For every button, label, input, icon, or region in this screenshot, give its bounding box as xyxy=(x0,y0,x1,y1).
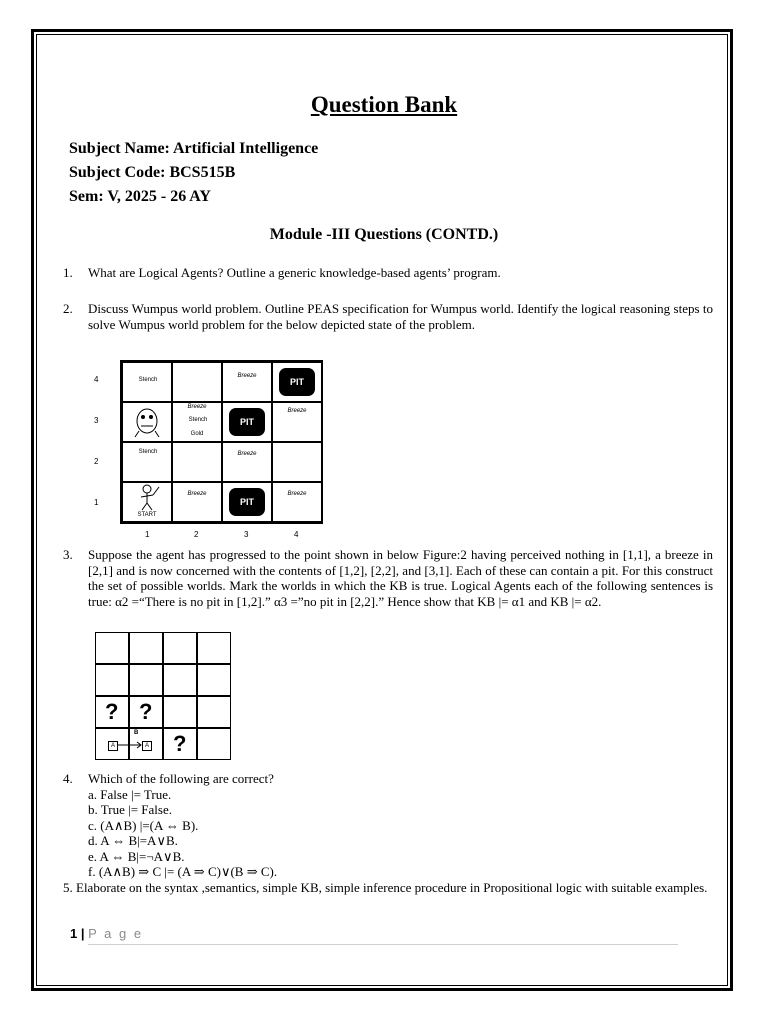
cell-2-4 xyxy=(172,362,222,402)
page-number: 1 xyxy=(70,926,78,941)
col-label: 1 xyxy=(145,530,150,539)
start-label: START xyxy=(137,512,157,518)
fig2-cell xyxy=(197,664,231,696)
footer-separator: | xyxy=(80,926,85,941)
move-arrow-icon xyxy=(95,728,163,760)
q4-option: f. (A∧B) ⇒ C |= (A ⇒ C)∨(B ⇒ C). xyxy=(88,864,278,879)
cell-1-3 xyxy=(122,402,172,442)
question-number: 1. xyxy=(63,265,73,280)
fig2-cell xyxy=(95,696,129,728)
fig2-cell xyxy=(163,664,197,696)
page-title: Question Bank xyxy=(310,92,458,117)
question-2 xyxy=(63,301,713,332)
cell-3-1 xyxy=(222,482,272,522)
q4-option: e. A ⇔ B|=¬A∨B. xyxy=(88,849,185,864)
q4-option: c. (A∧B) |=(A ⇔ B). xyxy=(88,818,199,833)
fig2-cell xyxy=(95,664,129,696)
subject-code: Subject Code: BCS515B xyxy=(69,164,236,181)
breeze-label: Breeze xyxy=(237,451,257,457)
stench-label: Stench xyxy=(188,417,208,423)
question-number: 2. xyxy=(63,301,73,316)
cell-4-3 xyxy=(272,402,322,442)
fig2-cell xyxy=(129,696,163,728)
col-label: 2 xyxy=(194,530,199,539)
row-label: 3 xyxy=(94,416,99,425)
fig2-cell xyxy=(163,728,197,760)
cell-2-2 xyxy=(172,442,222,482)
footer-rule xyxy=(88,944,678,945)
q4-option: b. True |= False. xyxy=(88,802,172,817)
question-number: 4. xyxy=(63,771,73,786)
fig2-cell xyxy=(197,696,231,728)
agent-box: A xyxy=(142,741,152,751)
q4-option: a. False |= True. xyxy=(88,787,172,802)
question-text: Discuss Wumpus world problem. Outline PEAS specification for Wumpus world. Identify the logical reasoning steps to solve Wumpus world problem for the below depicted state of the problem. xyxy=(88,301,713,332)
stench-label: Stench xyxy=(138,449,158,455)
breeze-label: Breeze xyxy=(237,373,257,379)
question-mark: ? xyxy=(173,731,187,756)
question-mark: ? xyxy=(105,699,119,724)
question-mark: ? xyxy=(139,699,153,724)
cell-1-2 xyxy=(122,442,172,482)
question-3 xyxy=(63,547,713,609)
cell-3-3 xyxy=(222,402,272,442)
fig2-cell xyxy=(197,632,231,664)
stench-label: Stench xyxy=(138,377,158,383)
cell-3-4 xyxy=(222,362,272,402)
fig2-cell xyxy=(197,728,231,760)
module-heading: Module -III Questions (CONTD.) xyxy=(269,226,499,243)
breeze-label: Breeze xyxy=(187,404,207,410)
figure-2-grid xyxy=(95,632,231,760)
semester: Sem: V, 2025 - 26 AY xyxy=(69,188,211,205)
fig2-cell xyxy=(163,696,197,728)
agent-icon xyxy=(123,483,171,513)
cell-2-3 xyxy=(172,402,222,442)
pit-icon: PIT xyxy=(229,408,265,436)
cell-1-4 xyxy=(122,362,172,402)
subject-name: Subject Name: Artificial Intelligence xyxy=(69,140,319,157)
breeze-label: Breeze xyxy=(187,491,207,497)
col-label: 4 xyxy=(294,530,299,539)
fig2-cell xyxy=(95,632,129,664)
page-footer xyxy=(70,926,143,941)
question-number: 3. xyxy=(63,547,73,562)
breeze-label: Breeze xyxy=(287,491,307,497)
question-4 xyxy=(63,771,713,787)
question-text: What are Logical Agents? Outline a generic knowledge-based agents’ program. xyxy=(88,265,501,280)
question-text: Suppose the agent has progressed to the point shown in below Figure:2 having perceived nothing in [1,1], a breeze in [2,1] and is now concerned with the contents of [1,2], [2,2], and [3,1]. Each of these can contain a pit. For this construct the set of possible worlds. Mark the worlds in which the KB is true. Logical Agents each of the following sentences is true: α2 =“There is no pit in [1,2].” α3 =”no pit in [2,2].” Hence show that KB |= α1 and KB |= α2. xyxy=(88,547,713,609)
fig2-cell xyxy=(129,664,163,696)
gold-label: Gold xyxy=(190,431,204,437)
page-word: P a g e xyxy=(88,926,144,941)
question-5: 5. Elaborate on the syntax ,semantics, simple KB, simple inference procedure in Propositional logic with suitable examples. xyxy=(63,880,708,895)
row-label: 2 xyxy=(94,457,99,466)
row-label: 4 xyxy=(94,375,99,384)
wumpus-grid xyxy=(120,360,323,524)
col-label: 3 xyxy=(244,530,249,539)
question-1 xyxy=(63,265,713,281)
pit-icon: PIT xyxy=(279,368,315,396)
breeze-marker: B xyxy=(134,730,139,736)
wumpus-icon xyxy=(123,403,171,441)
question-text: Which of the following are correct? xyxy=(88,771,274,786)
row-label: 1 xyxy=(94,498,99,507)
fig2-cell xyxy=(163,632,197,664)
cell-1-1 xyxy=(122,482,172,522)
fig2-cell xyxy=(129,632,163,664)
cell-4-1 xyxy=(272,482,322,522)
cell-4-4 xyxy=(272,362,322,402)
agent-box: A xyxy=(108,741,118,751)
cell-4-2 xyxy=(272,442,322,482)
cell-2-1 xyxy=(172,482,222,522)
q4-option: d. A ⇔ B|=A∨B. xyxy=(88,833,178,848)
breeze-label: Breeze xyxy=(287,408,307,414)
pit-icon: PIT xyxy=(229,488,265,516)
cell-3-2 xyxy=(222,442,272,482)
